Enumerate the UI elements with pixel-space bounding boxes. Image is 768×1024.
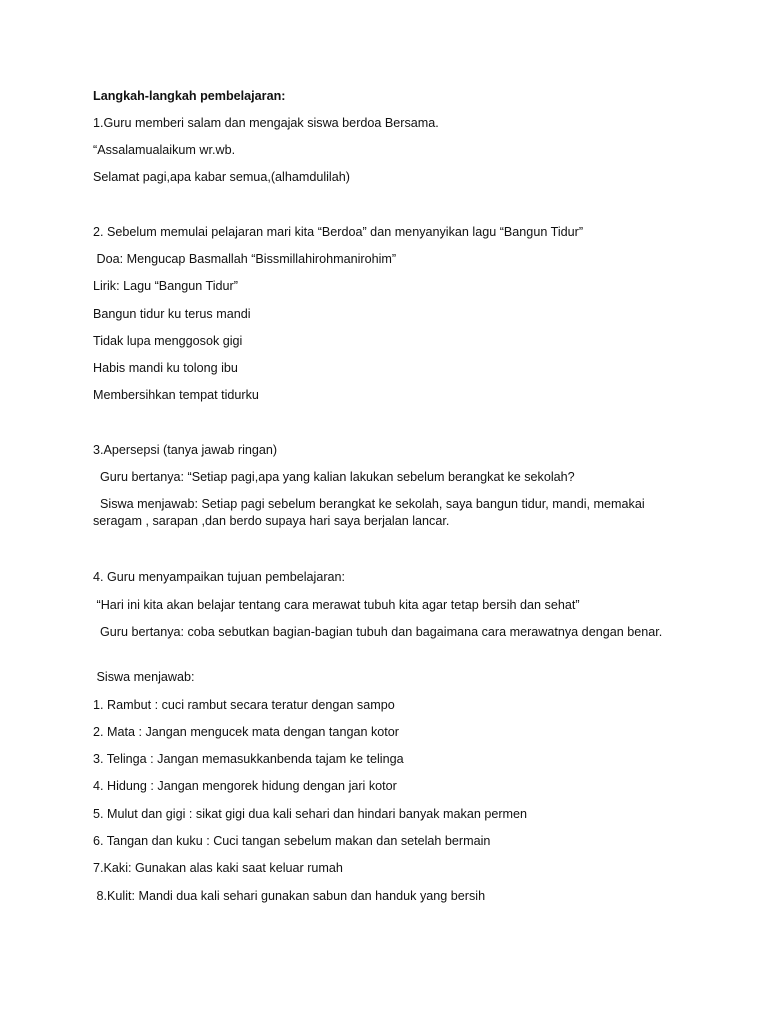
list-item: 6. Tangan dan kuku : Cuci tangan sebelum makan dan setelah bermain xyxy=(93,834,491,848)
paragraph-line: Siswa menjawab: Setiap pagi sebelum berangkat ke sekolah, saya bangun tidur, mandi, memakai seragam , sarapan ,dan berdo supaya hari saya berjalan lancar. xyxy=(93,497,649,528)
list-item: 5. Mulut dan gigi : sikat gigi dua kali sehari dan hindari banyak makan permen xyxy=(93,807,528,821)
section-heading: Langkah-langkah pembelajaran: xyxy=(93,89,286,103)
lyric-line: Tidak lupa menggosok gigi xyxy=(93,334,243,348)
paragraph-line: Selamat pagi,apa kabar semua,(alhamdulilah) xyxy=(93,170,350,184)
list-item: 2. Mata : Jangan mengucek mata dengan tangan kotor xyxy=(93,725,399,739)
lyric-line: Habis mandi ku tolong ibu xyxy=(93,361,238,375)
list-item: 3. Telinga : Jangan memasukkanbenda tajam ke telinga xyxy=(93,752,404,766)
paragraph-line: “Assalamualaikum wr.wb. xyxy=(93,143,236,157)
paragraph-line: Siswa menjawab: xyxy=(93,670,195,684)
lyric-line: Bangun tidur ku terus mandi xyxy=(93,307,251,321)
paragraph-line: 2. Sebelum memulai pelajaran mari kita “Berdoa” dan menyanyikan lagu “Bangun Tidur” xyxy=(93,225,584,239)
paragraph-line: “Hari ini kita akan belajar tentang cara merawat tubuh kita agar tetap bersih dan sehat” xyxy=(93,598,580,612)
list-item: 8.Kulit: Mandi dua kali sehari gunakan sabun dan handuk yang bersih xyxy=(93,889,486,903)
paragraph-line: Guru bertanya: “Setiap pagi,apa yang kalian lakukan sebelum berangkat ke sekolah? xyxy=(93,470,575,484)
paragraph-line: Guru bertanya: coba sebutkan bagian-bagian tubuh dan bagaimana cara merawatnya dengan benar. xyxy=(93,625,663,639)
paragraph-line: Doa: Mengucap Basmallah “Bissmillahirohmanirohim” xyxy=(93,252,397,266)
list-item: 7.Kaki: Gunakan alas kaki saat keluar rumah xyxy=(93,861,343,875)
list-item: 1. Rambut : cuci rambut secara teratur dengan sampo xyxy=(93,698,395,712)
paragraph-line: 3.Apersepsi (tanya jawab ringan) xyxy=(93,443,278,457)
paragraph-line: 1.Guru memberi salam dan mengajak siswa berdoa Bersama. xyxy=(93,116,439,130)
lyric-line: Membersihkan tempat tidurku xyxy=(93,388,259,402)
paragraph-line: Lirik: Lagu “Bangun Tidur” xyxy=(93,279,238,293)
paragraph-line: 4. Guru menyampaikan tujuan pembelajaran: xyxy=(93,570,346,584)
list-item: 4. Hidung : Jangan mengorek hidung dengan jari kotor xyxy=(93,779,397,793)
